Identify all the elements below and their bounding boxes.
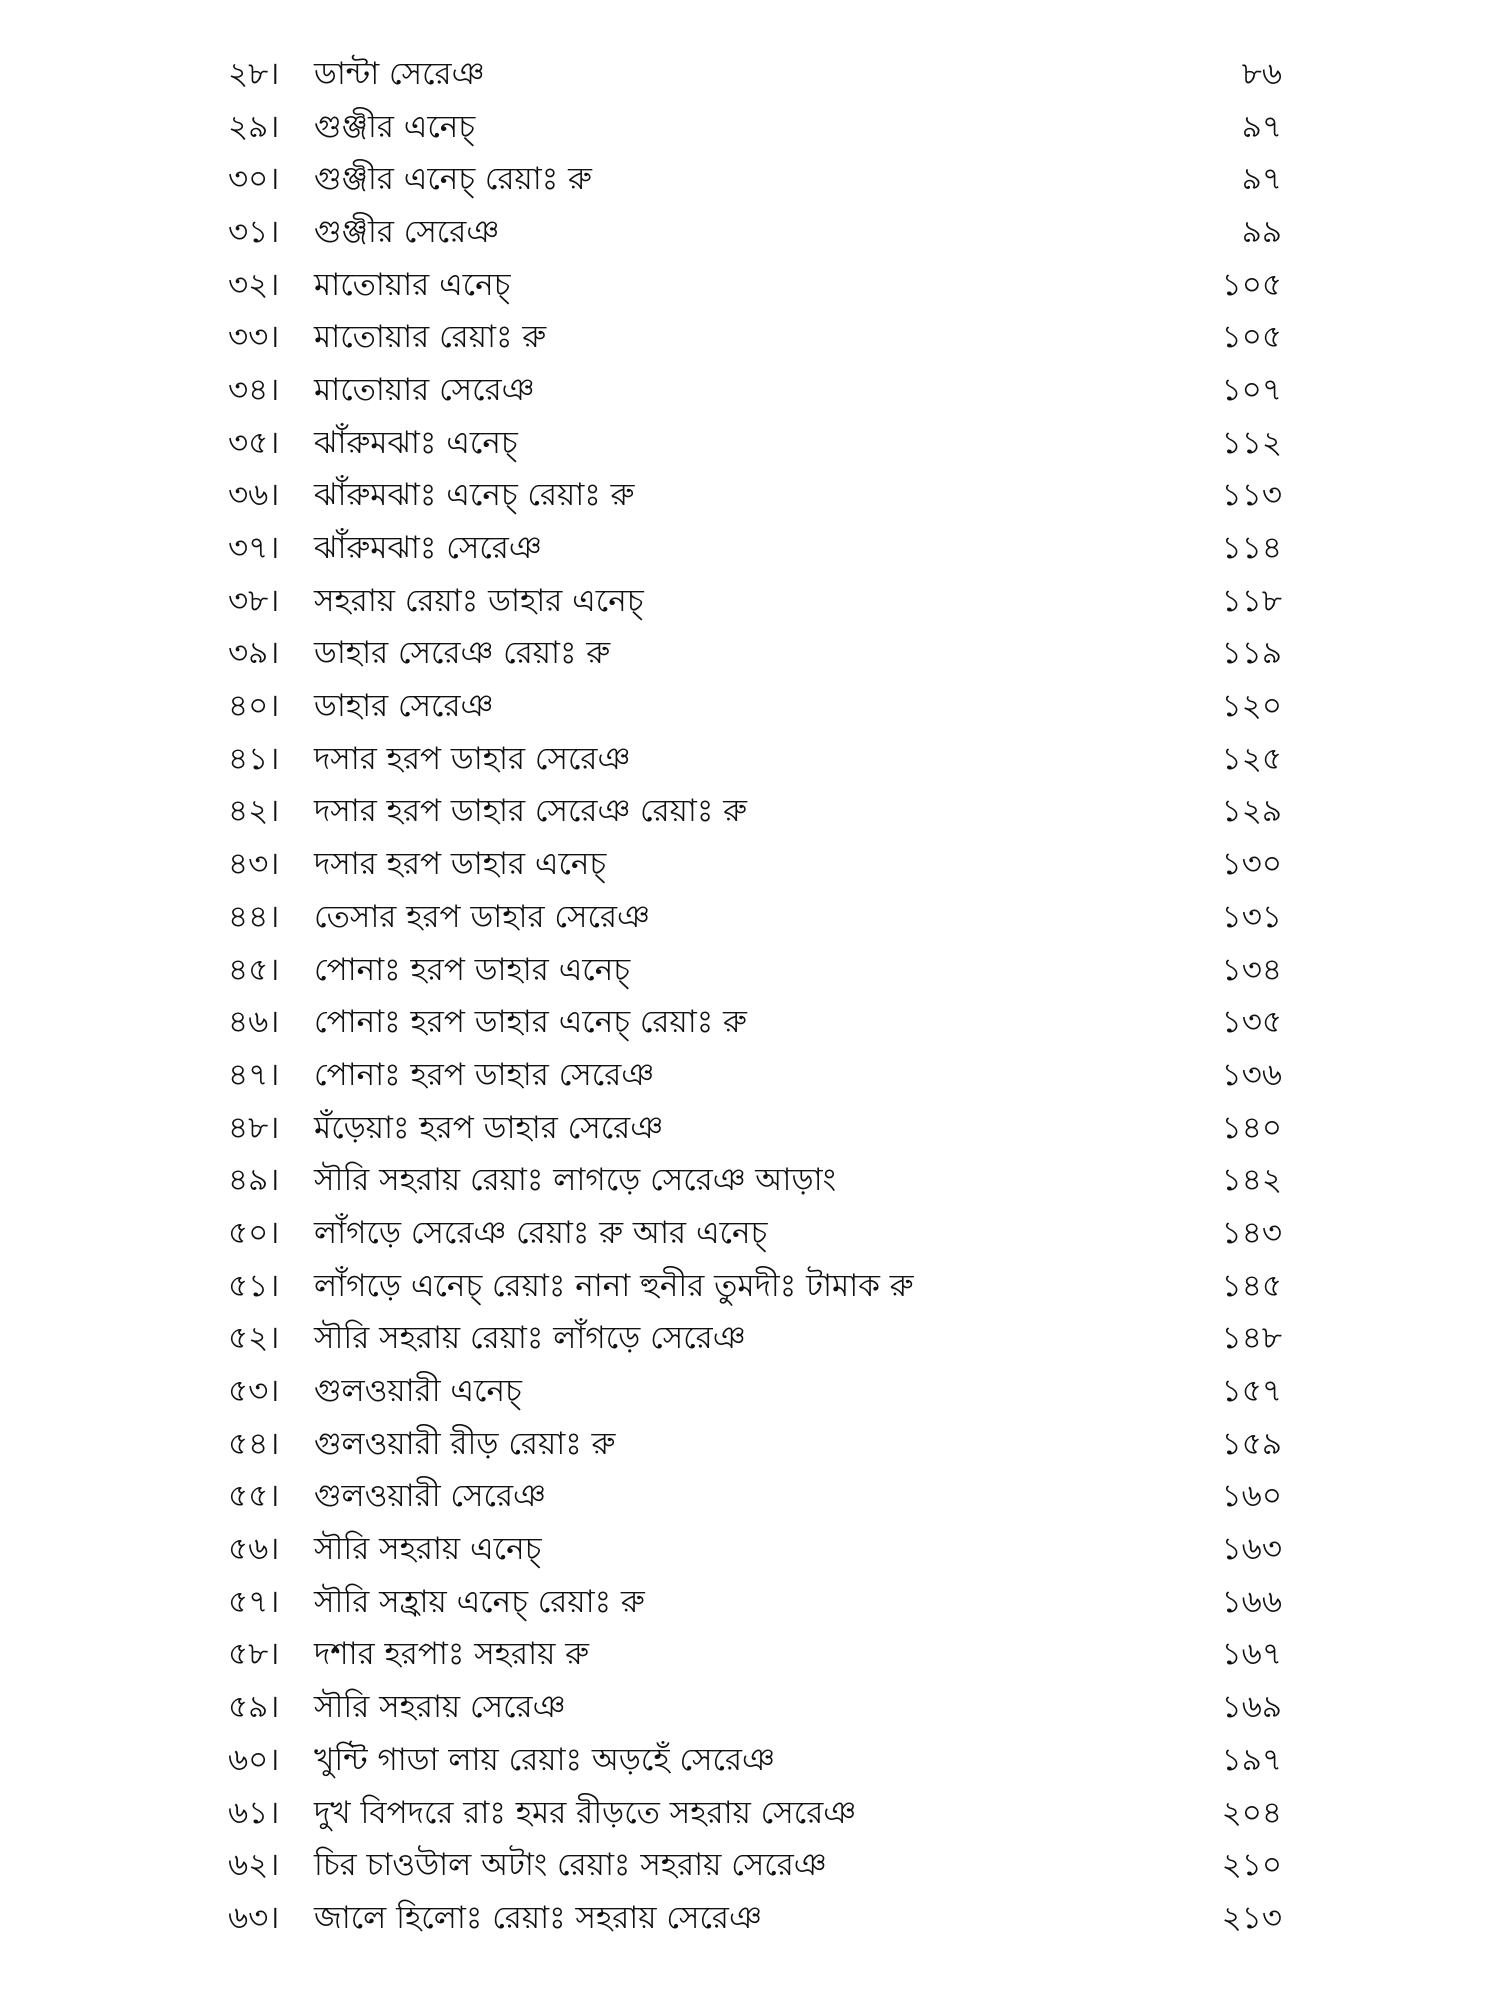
toc-entry-left: [228, 846, 607, 883]
toc-entry: [228, 838, 1288, 891]
toc-entry-title: সৗরি সহরায় এনেচ্: [314, 1531, 542, 1568]
toc-entry-title: পোনাঃ হরপ ডাহার সেরেঞ: [314, 1056, 655, 1093]
toc-entry: [228, 1418, 1288, 1471]
toc-entry-number: ৫৬।: [228, 1531, 280, 1568]
toc-entry-page: ১১৪: [1221, 530, 1282, 567]
toc-entry-page: ২০৪: [1221, 1794, 1282, 1831]
toc-entry-page: ১৬৯: [1221, 1689, 1282, 1726]
toc-entry-number: ৩৫।: [228, 424, 280, 461]
toc-entry: [228, 259, 1288, 312]
toc-entry-left: [228, 688, 494, 725]
toc-entry-left: [228, 1267, 914, 1304]
toc-entry-left: [228, 1899, 762, 1936]
toc-entry: [228, 628, 1288, 681]
toc-entry-page: ২১০: [1221, 1847, 1282, 1884]
toc-entry: [228, 996, 1288, 1049]
toc-entry-left: [228, 1741, 775, 1778]
toc-entry-left: [228, 371, 535, 408]
toc-entry: [228, 1102, 1288, 1155]
toc-entry-number: ৩৩।: [228, 319, 280, 356]
toc-entry-left: [228, 1847, 827, 1884]
toc-entry-number: ৬২।: [228, 1847, 280, 1884]
toc-entry-page: ৯৯: [1241, 213, 1282, 250]
toc-entry-left: [228, 898, 650, 935]
toc-entry-page: ১১৯: [1221, 635, 1282, 672]
toc-entry-number: ৩১।: [228, 213, 280, 250]
toc-entry: [228, 1049, 1288, 1102]
toc-entry-title: মাতোয়ার এনেচ্: [314, 266, 511, 303]
toc-entry-title: দশার হরপাঃ সহরায় রু: [314, 1636, 589, 1673]
toc-entry-title: লাঁগড়ে সেরেঞ রেয়াঃ রু আর এনেচ্: [314, 1214, 768, 1251]
toc-entry-page: ২১৩: [1221, 1899, 1282, 1936]
toc-entry-title: লাঁগড়ে এনেচ্ রেয়াঃ নানা হুনীর তুমদীঃ টামাক রু: [314, 1267, 914, 1304]
toc-entry-number: ৬০।: [228, 1741, 280, 1778]
toc-entry-number: ৫৭।: [228, 1583, 280, 1620]
toc-entry-number: ৪৪।: [228, 898, 280, 935]
toc-entry-left: [228, 635, 611, 672]
toc-entry-title: জালে হিলোঃ রেয়াঃ সহরায় সেরেঞ: [314, 1899, 762, 1936]
toc-entry-left: [228, 213, 500, 250]
toc-entry-number: ৫৯।: [228, 1689, 280, 1726]
toc-entry-left: [228, 1214, 768, 1251]
toc-entry-page: ১০৭: [1221, 371, 1282, 408]
toc-entry-number: ৪০।: [228, 688, 280, 725]
toc-entry: [228, 470, 1288, 523]
toc-entry: [228, 1471, 1288, 1524]
toc-entry-page: ৯৭: [1241, 108, 1282, 145]
toc-entry-page: ১২০: [1221, 688, 1282, 725]
toc-entry-left: [228, 424, 518, 461]
toc-entry-left: [228, 793, 748, 830]
toc-entry-page: ১৬০: [1221, 1478, 1282, 1515]
toc-entry-title: সৗরি সহরায় রেয়াঃ লাগড়ে সেরেঞ আড়াং: [314, 1162, 836, 1199]
toc-entry-title: ঝাঁরুমঝাঃ এনেচ্ রেয়াঃ রু: [314, 477, 635, 514]
toc-entry: [228, 1154, 1288, 1207]
toc-entry-page: ১১৩: [1221, 477, 1282, 514]
toc-entry-number: ২৮।: [228, 55, 280, 92]
toc-entry-number: ৩৯।: [228, 635, 280, 672]
toc-entry-title: ঝাঁরুমঝাঃ এনেচ্: [314, 424, 518, 461]
toc-entry-page: ১৪৮: [1221, 1320, 1282, 1357]
toc-entry-number: ৪১।: [228, 740, 280, 777]
toc-entry-left: [228, 1794, 856, 1831]
toc-entry: [228, 1734, 1288, 1787]
toc-entry-page: ১০৫: [1221, 319, 1282, 356]
toc-entry-page: ১৬৭: [1221, 1636, 1282, 1673]
toc-entry-page: ১৩১: [1221, 898, 1282, 935]
toc-entry: [228, 1313, 1288, 1366]
toc-entry-page: ১৬৬: [1221, 1583, 1282, 1620]
toc-entry: [228, 1681, 1288, 1734]
toc-entry: [228, 733, 1288, 786]
toc-entry-left: [228, 1056, 655, 1093]
toc-entry-title: গুলওয়ারী রীড় রেয়াঃ রু: [314, 1425, 616, 1462]
toc-entry-number: ৫০।: [228, 1214, 280, 1251]
toc-entry-number: ৪৩।: [228, 846, 280, 883]
toc-entry-title: দুখ বিপদরে রাঃ হমর রীড়তে সহরায় সেরেঞ: [314, 1794, 856, 1831]
toc-entry-title: ঝাঁরুমঝাঃ সেরেঞ: [314, 530, 542, 567]
toc-entry-left: [228, 477, 635, 514]
toc-entry-number: ৫৫।: [228, 1478, 280, 1515]
toc-entry-title: মাতোয়ার রেয়াঃ রু: [314, 319, 547, 356]
toc-entry: [228, 522, 1288, 575]
toc-entry-page: ১৪২: [1221, 1162, 1282, 1199]
toc-entry-title: সহরায় রেয়াঃ ডাহার এনেচ্: [314, 582, 644, 619]
toc-entry: [228, 311, 1288, 364]
toc-entry-title: গুলওয়ারী সেরেঞ: [314, 1478, 546, 1515]
toc-entry-left: [228, 1425, 616, 1462]
toc-entry-title: ডান্টা সেরেঞ: [314, 55, 485, 92]
toc-entry-number: ৩২।: [228, 266, 280, 303]
toc-entry: [228, 206, 1288, 259]
toc-entry-number: ৩০।: [228, 161, 280, 198]
toc-entry-left: [228, 266, 511, 303]
toc-entry-page: ১০৫: [1221, 266, 1282, 303]
toc-entry-page: ১২৫: [1221, 740, 1282, 777]
toc-entry-number: ৫১।: [228, 1267, 280, 1304]
toc-entry-title: তেসার হরপ ডাহার সেরেঞ: [314, 898, 650, 935]
toc-entry-title: পোনাঃ হরপ ডাহার এনেচ্ রেয়াঃ রু: [314, 1004, 747, 1041]
toc-entry-number: ৪৮।: [228, 1109, 280, 1146]
toc-entry-page: ৯৭: [1241, 161, 1282, 198]
toc-entry-page: ১৩৪: [1221, 951, 1282, 988]
toc-entry: [228, 1892, 1288, 1945]
toc-entry: [228, 417, 1288, 470]
toc-entry: [228, 364, 1288, 417]
toc-entry: [228, 1207, 1288, 1260]
toc-entry-left: [228, 740, 631, 777]
toc-entry-number: ৫৩।: [228, 1373, 280, 1410]
toc-entry-title: সৗরি সহ্রায় এনেচ্ রেয়াঃ রু: [314, 1583, 645, 1620]
toc-entry-number: ২৯।: [228, 108, 280, 145]
toc-entry-number: ৬৩।: [228, 1899, 280, 1936]
toc-entry-number: ৩৪।: [228, 371, 280, 408]
toc-entry-left: [228, 319, 547, 356]
toc-entry-number: ৪২।: [228, 793, 280, 830]
toc-entry: [228, 575, 1288, 628]
toc-entry-left: [228, 1583, 645, 1620]
toc-entry: [228, 48, 1288, 101]
toc-entry-left: [228, 55, 485, 92]
toc-entry-page: ১৫৭: [1221, 1373, 1282, 1410]
toc-entry-title: গুঞ্জীর এনেচ্ রেয়াঃ রু: [314, 161, 592, 198]
toc-entry-page: ১৩৫: [1221, 1004, 1282, 1041]
toc-entry-left: [228, 530, 542, 567]
toc-entry: [228, 680, 1288, 733]
toc-entry: [228, 1787, 1288, 1840]
toc-entry-page: ১১৮: [1221, 582, 1282, 619]
toc-entry-number: ৫৮।: [228, 1636, 280, 1673]
toc-entry-number: ৬১।: [228, 1794, 280, 1831]
toc-entry: [228, 153, 1288, 206]
toc-entry-title: খুন্টি গাডা লায় রেয়াঃ অড়হেঁ সেরেঞ: [314, 1741, 775, 1778]
toc-entry: [228, 786, 1288, 839]
toc-entry-page: ১৪৫: [1221, 1267, 1282, 1304]
toc-entry-left: [228, 1531, 542, 1568]
toc-entry-title: পোনাঃ হরপ ডাহার এনেচ্: [314, 951, 630, 988]
toc-entry: [228, 1523, 1288, 1576]
toc-entry-page: ১৪৩: [1221, 1214, 1282, 1251]
toc-entry-number: ৫২।: [228, 1320, 280, 1357]
toc-entry: [228, 1365, 1288, 1418]
toc-entry-title: দসার হরপ ডাহার সেরেঞ রেয়াঃ রু: [314, 793, 748, 830]
toc-entry-left: [228, 1162, 836, 1199]
toc-entry-title: গুঞ্জীর এনেচ্: [314, 108, 476, 145]
toc-entry: [228, 944, 1288, 997]
toc-entry-page: ১৩৬: [1221, 1056, 1282, 1093]
toc-entry-title: দসার হরপ ডাহার সেরেঞ: [314, 740, 631, 777]
toc-entry-left: [228, 582, 644, 619]
toc-entry-number: ৩৮।: [228, 582, 280, 619]
toc-entry-page: ১১২: [1221, 424, 1282, 461]
toc-entry-left: [228, 1636, 589, 1673]
toc-entry-number: ৪৫।: [228, 951, 280, 988]
toc-entry-number: ৪৭।: [228, 1056, 280, 1093]
toc-entry-left: [228, 1320, 746, 1357]
toc-entry-page: ১৬৩: [1221, 1531, 1282, 1568]
toc-entry: [228, 891, 1288, 944]
table-of-contents: [228, 48, 1288, 1945]
toc-entry-title: ডাহার সেরেঞ রেয়াঃ রু: [314, 635, 611, 672]
toc-entry-title: সৗরি সহরায় রেয়াঃ লাঁগড়ে সেরেঞ: [314, 1320, 746, 1357]
toc-entry-page: ১৫৯: [1221, 1425, 1282, 1462]
toc-entry: [228, 1839, 1288, 1892]
toc-entry-page: ১৩০: [1221, 846, 1282, 883]
toc-entry-page: ১২৯: [1221, 793, 1282, 830]
toc-entry: [228, 1576, 1288, 1629]
toc-entry-title: গুঞ্জীর সেরেঞ: [314, 213, 500, 250]
toc-entry-number: ৩৭।: [228, 530, 280, 567]
toc-entry: [228, 1260, 1288, 1313]
toc-entry-left: [228, 108, 476, 145]
toc-entry-number: ৫৪।: [228, 1425, 280, 1462]
toc-entry-page: ১৯৭: [1221, 1741, 1282, 1778]
toc-entry-left: [228, 1373, 522, 1410]
toc-entry-left: [228, 1004, 747, 1041]
toc-entry: [228, 1629, 1288, 1682]
toc-entry-number: ৩৬।: [228, 477, 280, 514]
toc-entry-number: ৪৬।: [228, 1004, 280, 1041]
toc-entry-title: ডাহার সেরেঞ: [314, 688, 494, 725]
toc-entry-title: সৗরি সহরায় সেরেঞ: [314, 1689, 566, 1726]
toc-entry-title: মাতোয়ার সেরেঞ: [314, 371, 535, 408]
toc-entry-title: চির চাওউাল অটাং রেয়াঃ সহরায় সেরেঞ: [314, 1847, 827, 1884]
toc-entry-left: [228, 161, 592, 198]
toc-entry-left: [228, 951, 630, 988]
toc-entry: [228, 101, 1288, 154]
toc-entry-number: ৪৯।: [228, 1162, 280, 1199]
toc-entry-title: মঁড়েয়াঃ হরপ ডাহার সেরেঞ: [314, 1109, 663, 1146]
toc-entry-left: [228, 1478, 546, 1515]
toc-entry-left: [228, 1109, 663, 1146]
toc-entry-page: ১৪০: [1221, 1109, 1282, 1146]
toc-entry-title: দসার হরপ ডাহার এনেচ্: [314, 846, 607, 883]
toc-entry-page: ৮৬: [1241, 55, 1282, 92]
toc-entry-left: [228, 1689, 566, 1726]
toc-entry-title: গুলওয়ারী এনেচ্: [314, 1373, 522, 1410]
